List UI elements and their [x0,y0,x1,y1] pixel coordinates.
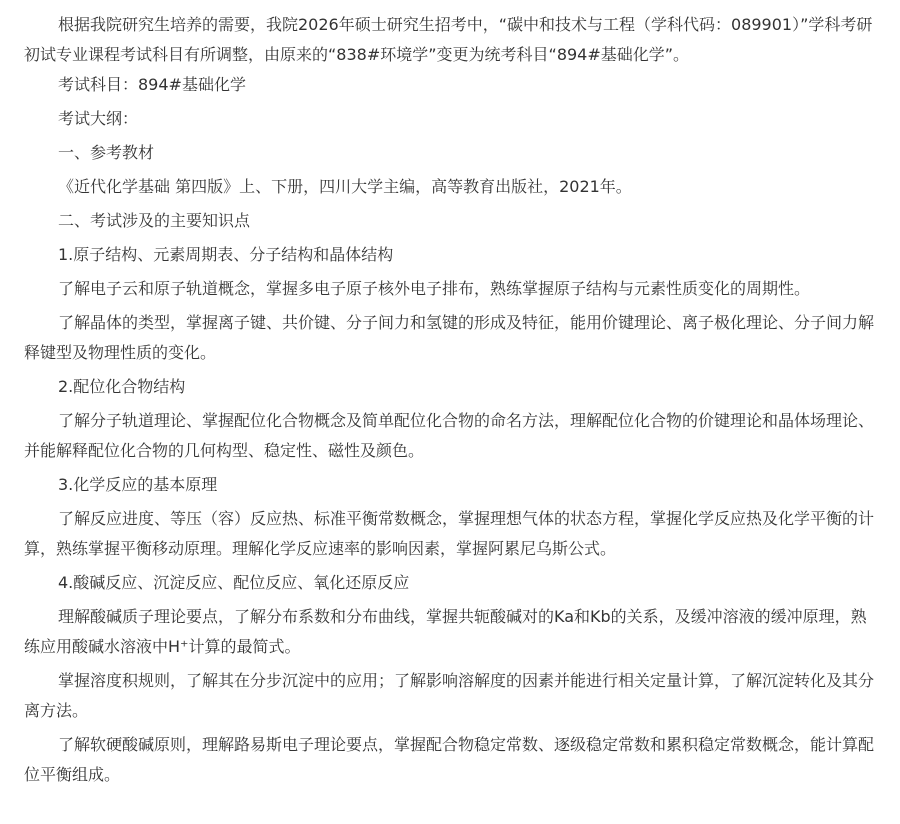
topic-3-paragraph: 了解反应进度、等压（容）反应热、标准平衡常数概念，掌握理想气体的状态方程，掌握化学反应热及化学平衡的计算，熟练掌握平衡移动原理。理解化学反应速率的影响因素，掌握阿累尼乌斯公式。 [24,509,875,558]
topic-heading-1: 1.原子结构、元素周期表、分子结构和晶体结构 [58,245,394,264]
section-heading-textbook: 一、参考教材 [58,143,155,162]
topic-4-paragraph-2: 掌握溶度积规则，了解其在分步沉淀中的应用；了解影响溶解度的因素并能进行相关定量计算，了解沉淀转化及其分离方法。 [24,671,875,720]
section-heading-knowledge-points: 二、考试涉及的主要知识点 [58,211,251,230]
topic-heading-4: 4.酸碱反应、沉淀反应、配位反应、氧化还原反应 [58,573,410,592]
article-body [0,10,900,790]
textbook-reference: 《近代化学基础 第四版》上、下册，四川大学主编，高等教育出版社，2021年。 [58,177,632,196]
topic-heading-2: 2.配位化合物结构 [58,377,186,396]
intro-paragraph: 根据我院研究生培养的需要，我院2026年硕士研究生招考中，“碳中和技术与工程（学科代码：089901）”学科考研初试专业课程考试科目有所调整，由原来的“838#环境学”变更为统考科目“894#基础化学”。 [24,15,873,64]
syllabus-heading: 考试大纲： [58,109,139,128]
topic-2-paragraph: 了解分子轨道理论、掌握配位化合物概念及简单配位化合物的命名方法，理解配位化合物的价键理论和晶体场理论、并能解释配位化合物的几何构型、稳定性、磁性及颜色。 [24,411,875,460]
topic-heading-3: 3.化学反应的基本原理 [58,475,218,494]
topic-4-paragraph-3: 了解软硬酸碱原则，理解路易斯电子理论要点，掌握配合物稳定常数、逐级稳定常数和累积稳定常数概念，能计算配位平衡组成。 [24,735,875,784]
topic-4-paragraph-1: 理解酸碱质子理论要点，了解分布系数和分布曲线，掌握共轭酸碱对的Ka和Kb的关系，及缓冲溶液的缓冲原理，熟练应用酸碱水溶液中H⁺计算的最简式。 [24,607,867,656]
topic-1-paragraph-1: 了解电子云和原子轨道概念，掌握多电子原子核外电子排布，熟练掌握原子结构与元素性质变化的周期性。 [58,279,811,298]
topic-1-paragraph-2: 了解晶体的类型，掌握离子键、共价键、分子间力和氢键的形成及特征，能用价键理论、离子极化理论、分子间力解释键型及物理性质的变化。 [24,313,875,362]
exam-subject: 考试科目：894#基础化学 [58,75,246,94]
